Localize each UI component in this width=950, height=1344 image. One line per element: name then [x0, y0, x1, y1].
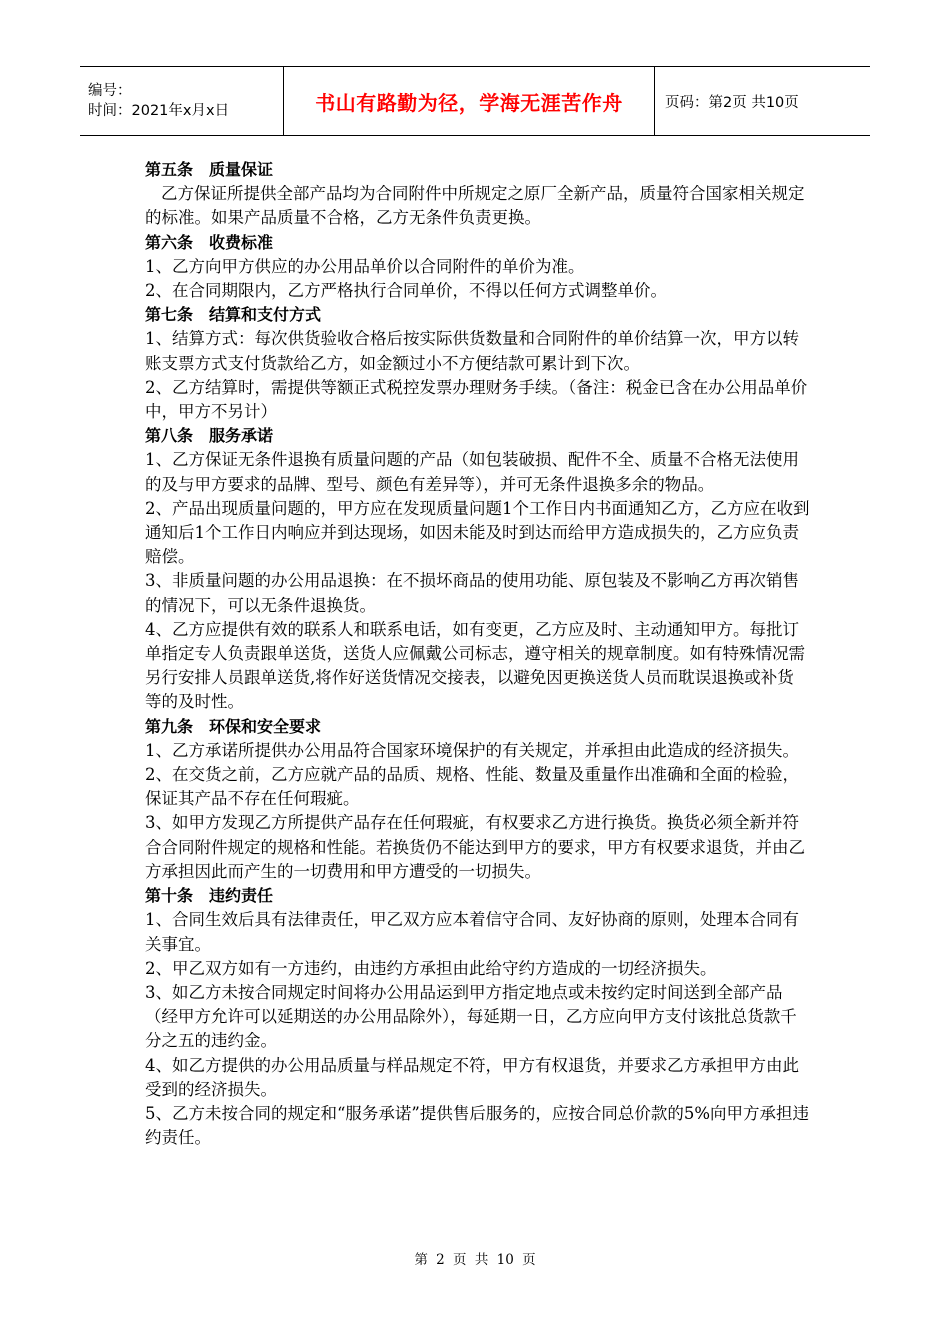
paragraph: 1、乙方保证无条件退换有质量问题的产品（如包装破损、配件不全、质量不合格无法使用的及与甲方要求的品牌、型号、颜色有差异等），并可无条件退换多余的物品。	[145, 450, 799, 494]
section-title: 第八条 服务承诺	[145, 426, 274, 446]
paragraph: 乙方保证所提供全部产品均为合同附件中所规定之原厂全新产品，质量符合国家相关规定的标准。如果产品质量不合格，乙方无条件负责更换。	[145, 184, 805, 228]
paragraph: 3、非质量问题的办公用品退换：在不损坏商品的使用功能、原包装及不影响乙方再次销售的情况下，可以无条件退换货。	[145, 571, 799, 615]
paragraph: 1、结算方式：每次供货验收合格后按实际供货数量和合同附件的单价结算一次，甲方以转账支票方式支付货款给乙方，如金额过小不方便结款可累计到下次。	[145, 329, 799, 373]
paragraph: 4、如乙方提供的办公用品质量与样品规定不符，甲方有权退货，并要求乙方承担甲方由此受到的经济损失。	[145, 1055, 799, 1099]
paragraph: 2、甲乙双方如有一方违约，由违约方承担由此给守约方造成的一切经济损失。	[145, 958, 717, 978]
section-title: 第六条 收费标准	[145, 232, 274, 252]
section-title: 第七条 结算和支付方式	[145, 305, 322, 325]
paragraph: 4、乙方应提供有效的联系人和联系电话，如有变更，乙方应及时、主动通知甲方。每批订单指定专人负责跟单送货，送货人应佩戴公司标志，遵守相关的规章制度。如有特殊情况需另行安排人员跟单送货,将作好送货情况交接表，以避免因更换送货人员而耽误退换或补货等的及时性。	[145, 619, 805, 712]
header-motto: 书山有路勤为径，学海无涯苦作舟	[284, 67, 655, 135]
page-footer: 第 2 页 共 10 页	[414, 1252, 536, 1268]
document-date: 时间：2021年x月x日	[88, 103, 230, 119]
paragraph: 2、产品出现质量问题的，甲方应在发现质量问题1个工作日内书面通知乙方，乙方应在收到通知后1个工作日内响应并到达现场，如因未能及时到达而给甲方造成损失的，乙方应负责赔偿。	[145, 498, 810, 567]
paragraph: 2、在交货之前，乙方应就产品的品质、规格、性能、数量及重量作出准确和全面的检验，保证其产品不存在任何瑕疵。	[145, 765, 799, 809]
section-title: 第五条 质量保证	[145, 160, 274, 179]
paragraph: 2、在合同期限内，乙方严格执行合同单价，不得以任何方式调整单价。	[145, 281, 667, 301]
document-number: 编号：	[88, 83, 132, 99]
header-page-number: 页码：第2页 共10页	[665, 94, 799, 111]
page-header	[80, 66, 870, 136]
paragraph: 1、乙方向甲方供应的办公用品单价以合同附件的单价为准。	[145, 256, 585, 276]
section-title: 第九条 环保和安全要求	[145, 716, 322, 736]
paragraph: 5、乙方未按合同的规定和“服务承诺”提供售后服务的，应按合同总价款的5%向甲方承担违约责任。	[145, 1103, 810, 1148]
paragraph: 2、乙方结算时，需提供等额正式税控发票办理财务手续。（备注：税金已含在办公用品单价中，甲方不另计）	[145, 377, 808, 422]
header-meta	[80, 67, 284, 135]
paragraph: 3、如甲方发现乙方所提供产品存在任何瑕疵，有权要求乙方进行换货。换货必须全新并符合合同附件规定的规格和性能。若换货仍不能达到甲方的要求，甲方有权要求退货，并由乙方承担因此而产生的一切费用和甲方遭受的一切损失。	[145, 813, 805, 881]
paragraph: 1、乙方承诺所提供办公用品符合国家环境保护的有关规定，并承担由此造成的经济损失。	[145, 740, 799, 760]
section-title: 第十条 违约责任	[145, 886, 274, 906]
paragraph: 3、如乙方未按合同规定时间将办公用品运到甲方指定地点或未按约定时间送到全部产品（经甲方允许可以延期送的办公用品除外），每延期一日，乙方应向甲方支付该批总货款千分之五的违约金。	[145, 982, 797, 1051]
document-body	[145, 158, 810, 1150]
paragraph: 1、合同生效后具有法律责任，甲乙双方应本着信守合同、友好协商的原则，处理本合同有关事宜。	[145, 910, 799, 954]
